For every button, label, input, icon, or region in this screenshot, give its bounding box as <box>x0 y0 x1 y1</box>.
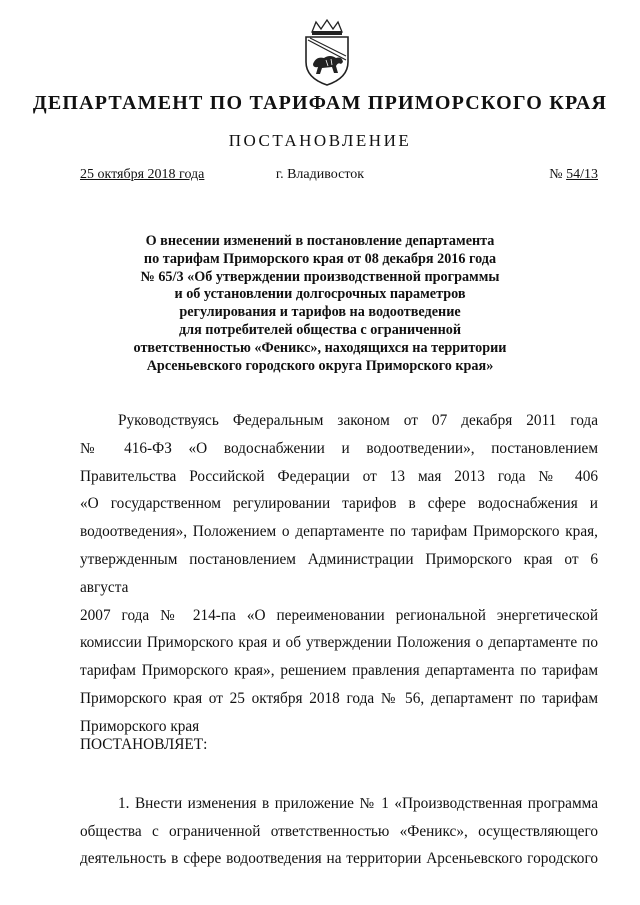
document-date: 25 октября 2018 года <box>80 167 205 182</box>
decree-word: ПОСТАНОВЛЯЕТ: <box>80 736 208 753</box>
preamble-line: 2007 года № 214-па «О переименовании региональной энергетической <box>80 606 598 624</box>
preamble-line: № 416-ФЗ «О водоснабжении и водоотведении», постановлением <box>80 439 598 457</box>
preamble-line: Руководствуясь Федеральным законом от 07 декабря 2011 года <box>118 412 598 429</box>
number-value: 54/13 <box>566 167 598 182</box>
item-1-line: 1. Внести изменения в приложение № 1 «Производственная программа <box>118 795 598 812</box>
document-type: ПОСТАНОВЛЕНИЕ <box>228 131 412 150</box>
subject-line: О внесении изменений в постановление департамента <box>145 233 495 249</box>
item-1-line: деятельность в сфере водоотведения на территории Арсеньевского городского <box>80 850 598 867</box>
subject-line: № 65/3 «Об утверждении производственной программы <box>140 268 500 285</box>
preamble-line: Правительства Российской Федерации от 13 мая 2013 года № 406 <box>80 467 598 485</box>
subject-line: регулирования и тарифов на водоотведение <box>179 304 461 321</box>
item-1-line: общества с ограниченной ответственностью «Феникс», осуществляющего <box>80 822 598 840</box>
document-city: г. Владивосток <box>275 167 365 182</box>
preamble-paragraph <box>80 407 598 741</box>
subject-line: по тарифам Приморского края от 08 декабря 2016 года <box>143 250 497 267</box>
preamble-line: «О государственном регулировании тарифов в сфере водоснабжения и <box>80 495 598 513</box>
document-subject <box>0 233 640 375</box>
preamble-line: Приморского края от 25 октября 2018 года № 56, департамент по тарифам <box>80 689 598 707</box>
department-title: ДЕПАРТАМЕНТ ПО ТАРИФАМ ПРИМОРСКОГО КРАЯ <box>32 92 608 114</box>
coat-of-arms-icon <box>298 18 356 88</box>
preamble-line: тарифам Приморского края», решением правления департамента по тарифам <box>80 662 598 680</box>
preamble-line: утвержденным постановлением Администрации Приморского края от 6 августа <box>80 550 598 596</box>
document-number <box>549 167 598 183</box>
number-prefix: № <box>549 167 567 182</box>
subject-line: и об установлении долгосрочных параметров <box>174 286 466 303</box>
preamble-line: комиссии Приморского края и об утверждении Положения о департаменте по <box>80 634 598 652</box>
subject-line: Арсеньевского городского округа Приморского края» <box>146 357 494 374</box>
item-1-paragraph <box>80 790 598 873</box>
subject-line: ответственностью «Феникс», находящихся на территории <box>133 339 507 356</box>
subject-line: для потребителей общества с ограниченной <box>178 321 462 338</box>
preamble-line: Приморского края <box>80 717 200 735</box>
preamble-line: водоотведения», Положением о департаменте по тарифам Приморского края, <box>80 523 598 541</box>
